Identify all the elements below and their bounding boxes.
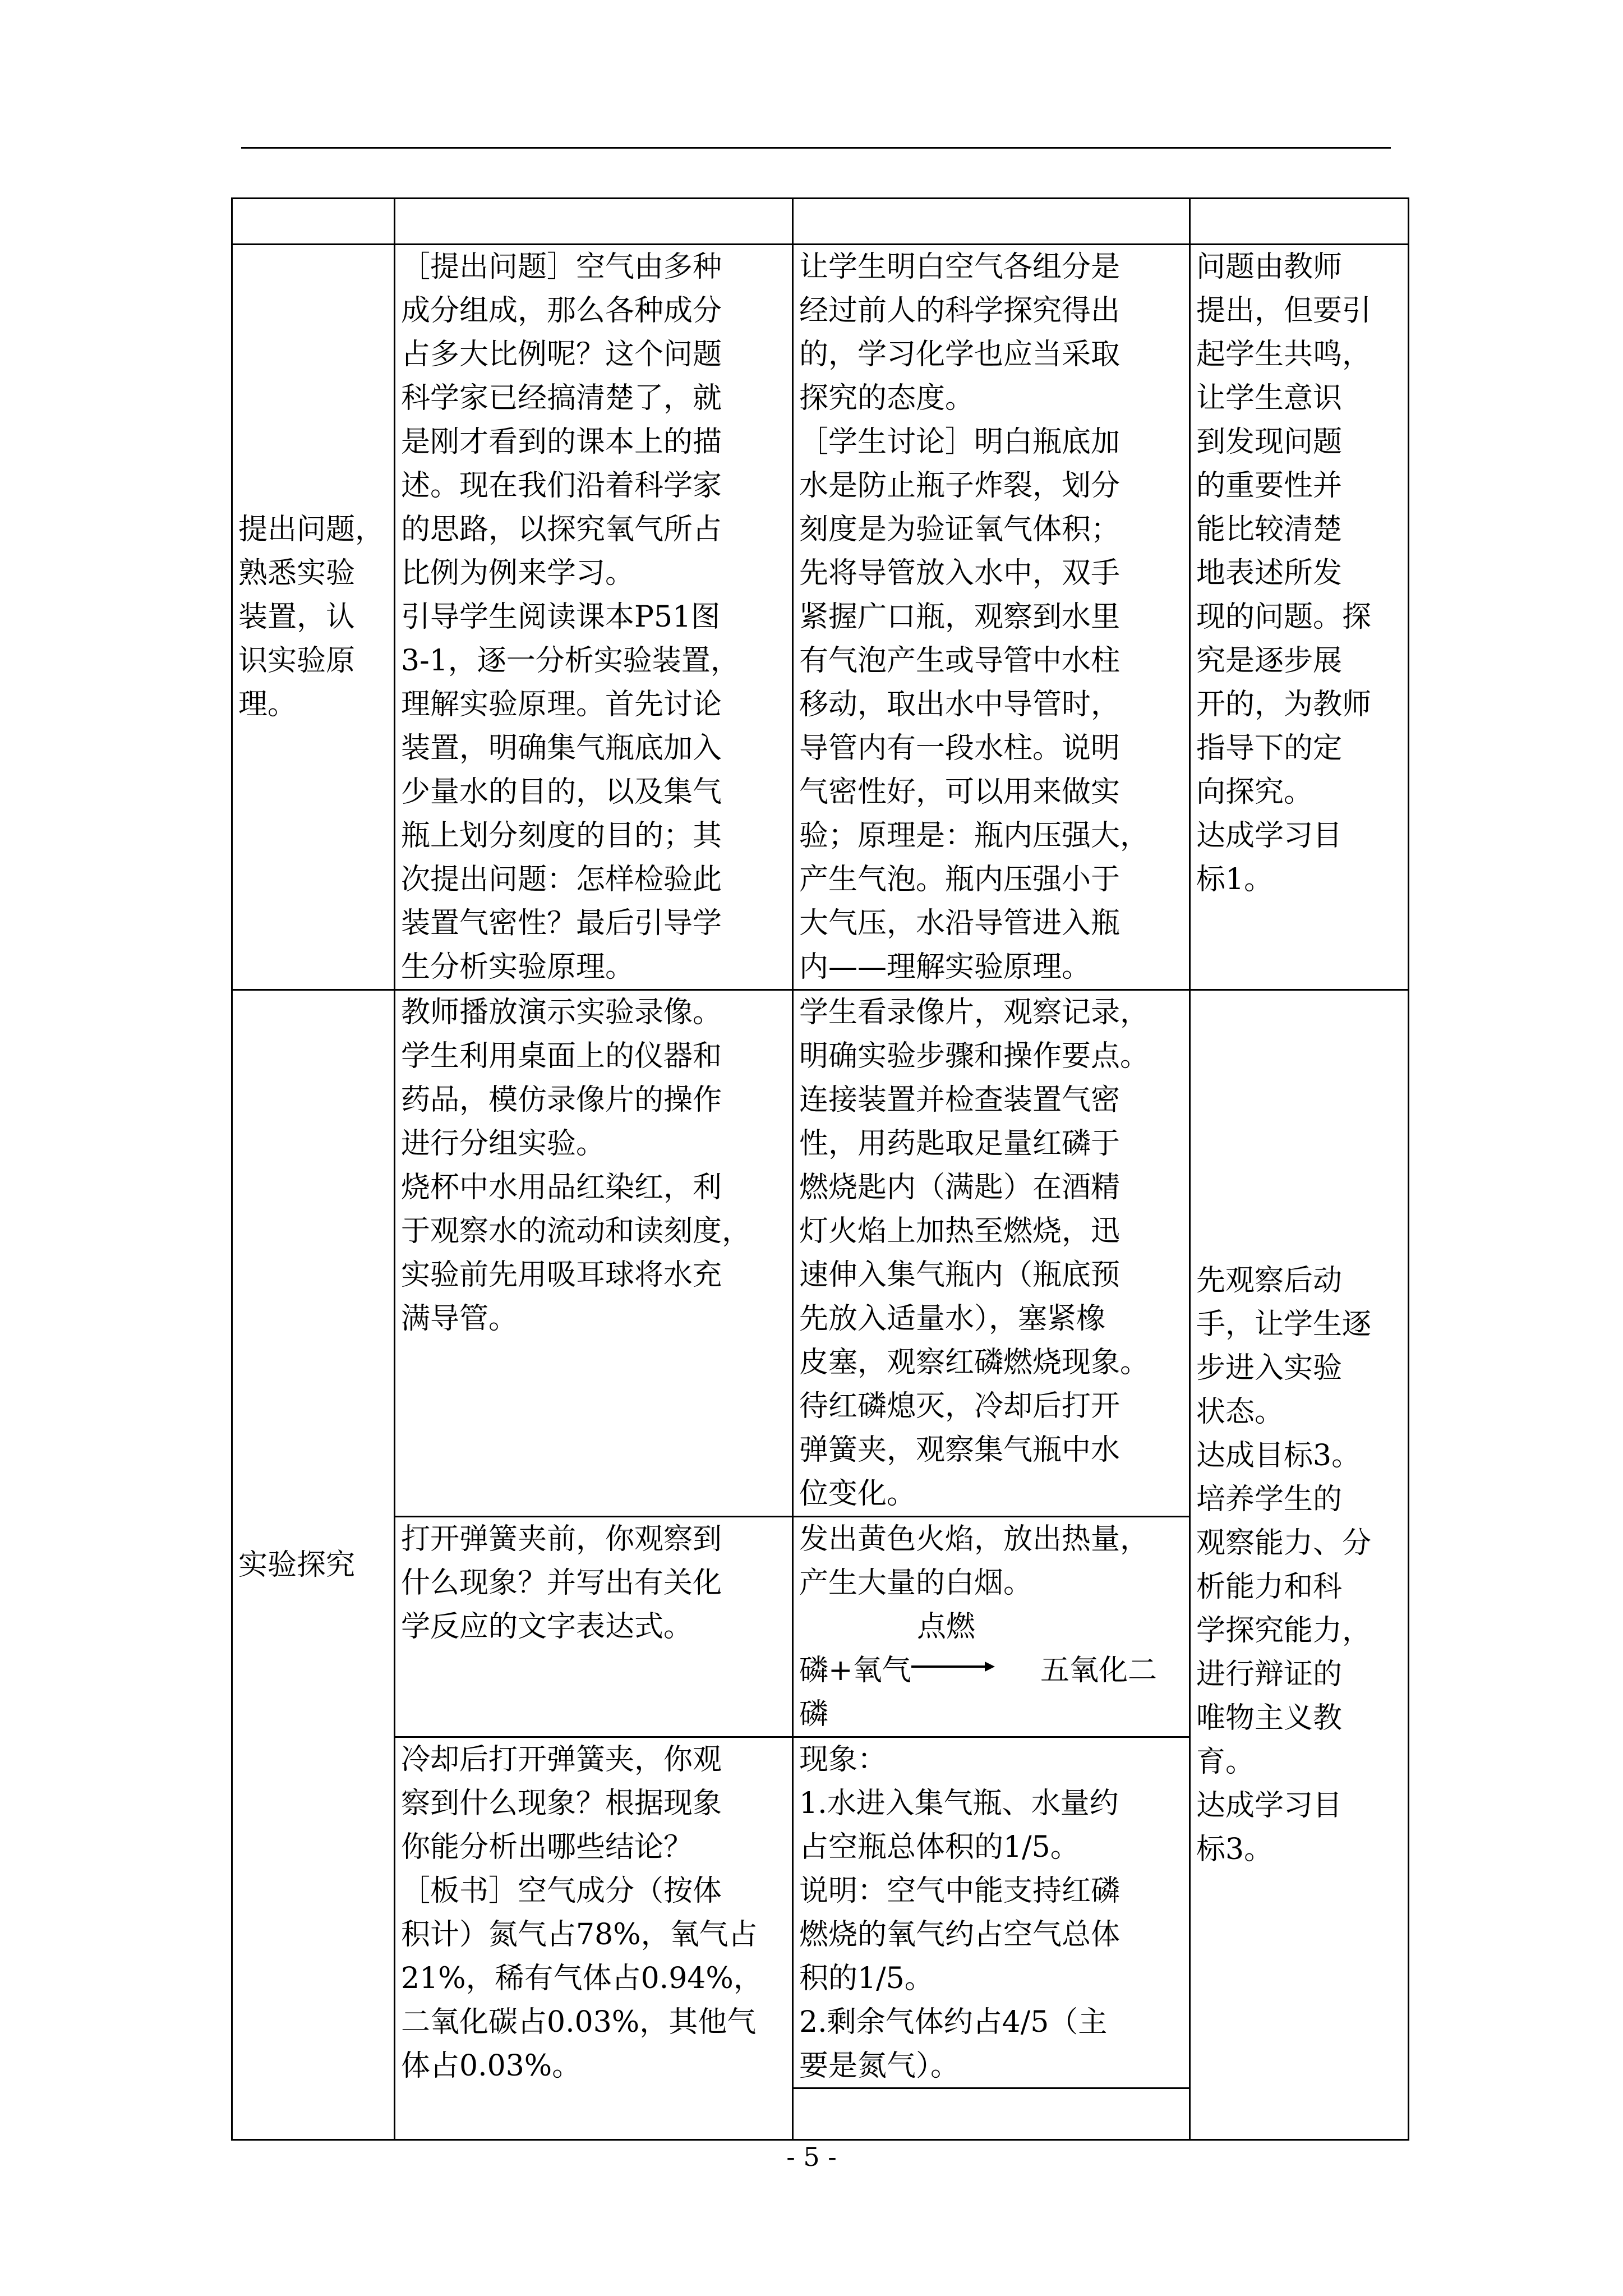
text-line: 皮塞，观察红磷燃烧现象。 [799,1346,1150,1379]
text-line: 导管内有一段水柱。说明 [799,731,1121,765]
text-line: 析能力和科 [1196,1570,1343,1604]
text-line: 达成学习目 [1196,1788,1343,1823]
teacher-activity-cell [395,1517,793,1737]
text-line: 占多大比例呢？这个问题 [401,338,722,371]
text-line: 少量水的目的，以及集气 [401,775,722,809]
text-line: 紧握广口瓶，观察到水里 [799,600,1121,634]
text-line: 3-1，逐一分析实验装置， [401,644,740,678]
design-intent-cell [1190,990,1409,2140]
text-line: 打开弹簧夹前，你观察到 [401,1522,722,1556]
text-line: 移动，取出水中导管时， [799,688,1121,721]
text-line: 药品，模仿录像片的操作 [401,1083,722,1117]
text-line: 标1。 [1196,863,1274,896]
conclusion-text [794,1738,1189,2089]
text-line: 装置，明确集气瓶底加入 [401,731,722,765]
teacher-activity-cell [395,245,793,990]
text-line: 大气压，水沿导管进入瓶 [799,907,1121,940]
text-line: 提出，但要引 [1196,294,1372,328]
page-number: - 5 - [786,2142,837,2172]
teacher-activity-cell [395,1737,793,2140]
text-line: 识实验原 [238,644,356,678]
student-activity-cell [793,245,1190,990]
text-line: 21%，稀有气体占0.94%， [401,1962,763,1995]
text-line: 学探究能力， [1196,1613,1372,1648]
header-rule [241,147,1391,149]
text-line: 次提出问题：怎样检验此 [401,863,722,896]
text-line: 实验探究 [238,1548,356,1582]
empty-subcell [794,2089,1189,2137]
text-line: 装置气密性？最后引导学 [401,907,722,940]
text-line: 要是氮气）。 [799,2049,960,2083]
text-line: 是刚才看到的课本上的描 [401,425,722,459]
text-line: 灯火焰上加热至燃烧，迅 [799,1214,1121,1248]
table-row [232,199,1409,245]
text-line: 冷却后打开弹簧夹，你观 [401,1743,722,1777]
text-line: 经过前人的科学探究得出 [799,294,1121,328]
empty-cell [1190,199,1409,245]
text-line: 现象： [799,1743,887,1777]
text-line: 于观察水的流动和读刻度， [401,1214,751,1248]
text-line: 比例为例来学习。 [401,556,635,590]
text-line: 实验前先用吸耳球将水充 [401,1258,722,1292]
text-line: 瓶上划分刻度的目的；其 [401,819,722,853]
text-line: 你能分析出哪些结论？ [401,1830,693,1864]
text-line: 起学生共鸣， [1196,338,1372,371]
product: 五氧化二 [1040,1654,1158,1687]
text-line: 地表述所发 [1196,556,1343,590]
stage-cell [232,245,395,990]
teacher-activity-cell [395,990,793,1517]
text-line: 什么现象？并写出有关化 [401,1566,722,1600]
text-line: 现的问题。探 [1196,600,1372,634]
text-line: ［提出问题］空气由多种 [401,250,722,284]
text-line: 学反应的文字表达式。 [401,1610,693,1644]
text-line: 问题由教师 [1196,250,1343,284]
text-line: 装置，认 [238,600,356,634]
text-line: 理。 [238,688,297,721]
text-line: 达成学习目 [1196,819,1343,853]
text-line: 进行辩证的 [1196,1657,1343,1691]
text-line: 指导下的定 [1196,731,1343,765]
reaction-condition: 点燃 [917,1610,976,1644]
text-line: 说明：空气中能支持红磷 [799,1874,1121,1908]
text-line: 的，学习化学也应当采取 [799,338,1121,371]
student-activity-cell [793,1517,1190,1737]
text-line: 待红磷熄灭，冷却后打开 [799,1389,1121,1423]
text-line: 二氧化碳占0.03%，其他气 [401,2005,757,2039]
text-line: 达成目标3。 [1196,1438,1361,1473]
text-line: 速伸入集气瓶内（瓶底预 [799,1258,1121,1292]
text-line: 的思路，以探究氧气所占 [401,513,722,546]
text-line: 产生大量的白烟。 [799,1566,1033,1600]
text-line: 水是防止瓶子炸裂，划分 [799,469,1121,503]
reaction-arrow-icon [911,1665,987,1668]
text-line: 观察能力、分 [1196,1526,1372,1560]
text-line: 气密性好，可以用来做实 [799,775,1121,809]
text-line: 明确实验步骤和操作要点。 [799,1039,1150,1073]
text-line: 2.剩余气体约占4/5（主 [799,2005,1108,2039]
text-line: 验；原理是：瓶内压强大， [799,819,1150,853]
text-line: 的重要性并 [1196,469,1343,503]
table-row [232,990,1409,1517]
text-line: 先放入适量水），塞紧橡 [799,1302,1106,1336]
lesson-plan-table [231,197,1409,2141]
table-row [232,245,1409,990]
text-line: 成分组成，那么各种成分 [401,294,722,328]
text-line: 先将导管放入水中，双手 [799,556,1121,590]
text-line: 学生看录像片，观察记录， [799,996,1150,1029]
text-line: 手，让学生逐 [1196,1307,1372,1341]
text-line: 先观察后动 [1196,1263,1343,1297]
empty-cell [232,199,395,245]
text-line: 步进入实验 [1196,1351,1343,1385]
text-line: 积的1/5。 [799,1962,934,1995]
text-line: 科学家已经搞清楚了，就 [401,381,722,415]
student-activity-cell [793,1737,1190,2140]
text-line: 发出黄色火焰，放出热量， [799,1522,1150,1556]
text-line: 满导管。 [401,1302,518,1336]
empty-cell [395,199,793,245]
text-line: 体占0.03%。 [401,2049,582,2083]
text-line: 述。现在我们沿着科学家 [401,469,722,503]
text-line: 培养学生的 [1196,1482,1343,1516]
text-line: 让学生意识 [1196,381,1343,415]
stage-cell [232,990,395,2140]
text-line: 察到什么现象？根据现象 [401,1787,722,1820]
student-activity-cell [793,990,1190,1517]
word-equation [799,1605,1183,1692]
text-line: 刻度是为验证氧气体积； [799,513,1121,546]
text-line: 占空瓶总体积的1/5。 [799,1830,1080,1864]
text-line: 烧杯中水用品红染红，利 [401,1171,722,1204]
text-line: 学生利用桌面上的仪器和 [401,1039,722,1073]
text-line: 进行分组实验。 [401,1127,606,1161]
text-line: 位变化。 [799,1477,916,1511]
text-line: 引导学生阅读课本P51图 [401,600,721,634]
text-line: 积计）氮气占78%，氧气占 [401,1918,758,1952]
text-line: 产生气泡。瓶内压强小于 [799,863,1121,896]
observation-text [799,1517,1183,1605]
text-line: 燃烧匙内（满匙）在酒精 [799,1171,1121,1204]
text-line: ［学生讨论］明白瓶底加 [799,425,1121,459]
design-intent-cell [1190,245,1409,990]
text-line: 提出问题， [238,513,385,546]
text-line: 1.水进入集气瓶、水量约 [799,1787,1119,1820]
text-line: 生分析实验原理。 [401,950,635,984]
text-line: 燃烧的氧气约占空气总体 [799,1918,1121,1952]
text-line: 内——理解实验原理。 [799,950,1091,984]
text-line: 唯物主义教 [1196,1701,1343,1735]
text-line: 育。 [1196,1745,1255,1779]
text-line: 连接装置并检查装置气密 [799,1083,1121,1117]
text-line: 教师播放演示实验录像。 [401,996,722,1029]
text-line: 熟悉实验 [238,556,356,590]
text-line: 弹簧夹，观察集气瓶中水 [799,1433,1121,1467]
text-line: 究是逐步展 [1196,644,1343,678]
text-line: 能比较清楚 [1196,513,1343,546]
text-line: 探究的态度。 [799,381,975,415]
text-line: ［板书］空气成分（按体 [401,1874,722,1908]
text-line: 到发现问题 [1196,425,1343,459]
product-continued: 磷 [799,1697,829,1731]
text-line: 向探究。 [1196,775,1313,809]
text-line: 状态。 [1196,1395,1284,1429]
text-line: 理解实验原理。首先讨论 [401,688,722,721]
text-line: 让学生明白空气各组分是 [799,250,1121,284]
text-line: 标3。 [1196,1832,1274,1866]
text-line: 有气泡产生或导管中水柱 [799,644,1121,678]
empty-cell [793,199,1190,245]
text-line: 性，用药匙取足量红磷于 [799,1127,1121,1161]
reactants: 磷+氧气 [799,1654,911,1687]
text-line: 开的，为教师 [1196,688,1372,721]
